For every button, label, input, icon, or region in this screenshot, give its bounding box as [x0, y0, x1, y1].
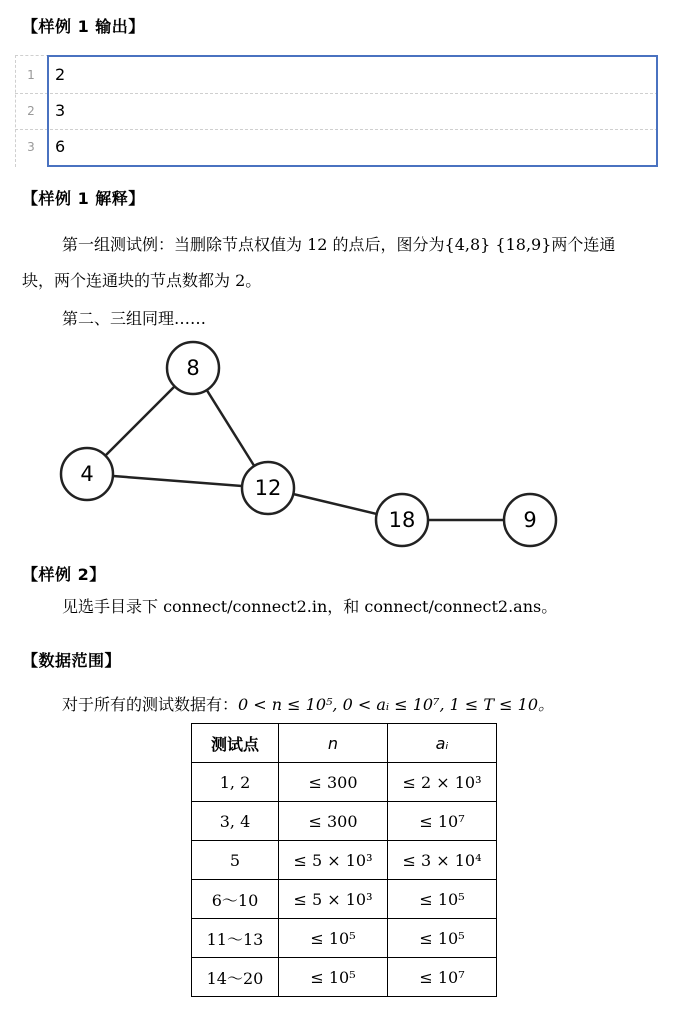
example-graph	[0, 335, 692, 555]
data-range-table	[191, 723, 497, 997]
table-cell: 14～20	[192, 958, 279, 997]
table-cell: ≤ 300	[279, 802, 388, 841]
table-cell: ≤ 300	[279, 763, 388, 802]
table-row	[192, 958, 497, 997]
table-cell: ≤ 10⁷	[388, 802, 497, 841]
sample1-output-code-block[interactable]	[15, 55, 658, 167]
graph-node-18	[376, 494, 428, 546]
sample2-text: 见选手目录下 connect/connect2.in，和 connect/connect2.ans。	[62, 597, 558, 616]
table-cell: ≤ 10⁵	[279, 919, 388, 958]
table-cell: ≤ 10⁵	[279, 958, 388, 997]
table-header-cell: n	[279, 724, 388, 763]
data-range-heading: 【数据范围】	[22, 651, 122, 670]
table-cell: ≤ 5 × 10³	[279, 880, 388, 919]
table-header-cell: aᵢ	[388, 724, 497, 763]
graph-node-label: 4	[80, 462, 94, 486]
graph-node-8	[167, 342, 219, 394]
graph-node-4	[61, 448, 113, 500]
table-cell: 1, 2	[192, 763, 279, 802]
table-cell: 11～13	[192, 919, 279, 958]
table-cell: ≤ 10⁵	[388, 880, 497, 919]
data-range-intro	[62, 690, 554, 720]
table-cell: ≤ 3 × 10⁴	[388, 841, 497, 880]
code-line-text: 3	[55, 101, 66, 120]
line-number: 2	[27, 104, 35, 118]
table-header-row	[192, 724, 497, 763]
table-row	[192, 880, 497, 919]
table-cell: 5	[192, 841, 279, 880]
graph-node-9	[504, 494, 556, 546]
line-number: 3	[27, 140, 35, 154]
table-cell: ≤ 5 × 10³	[279, 841, 388, 880]
table-cell: ≤ 10⁵	[388, 919, 497, 958]
explain-paragraph-line1: 第一组测试例：当删除节点权值为 12 的点后，图分为{4,8} {18,9}两个连通	[62, 235, 616, 254]
code-line-text: 6	[55, 137, 66, 156]
table-row	[192, 802, 497, 841]
code-line-text: 2	[55, 65, 66, 84]
code-block-border	[47, 55, 658, 167]
explain-paragraph-line2: 块，两个连通块的节点数都为 2。	[22, 271, 262, 290]
graph-node-label: 9	[523, 508, 537, 532]
sample1-explain-heading: 【样例 1 解释】	[22, 189, 145, 208]
line-number: 1	[27, 68, 35, 82]
data-range-intro-formula: 0 < n ≤ 10⁵, 0 < aᵢ ≤ 10⁷, 1 ≤ T ≤ 10。	[238, 695, 555, 714]
sample1-output-heading: 【样例 1 输出】	[22, 17, 145, 36]
graph-node-12	[242, 462, 294, 514]
table-row	[192, 919, 497, 958]
table-row	[192, 841, 497, 880]
graph-node-label: 18	[388, 508, 416, 532]
graph-node-label: 8	[186, 356, 200, 380]
sample2-heading: 【样例 2】	[22, 565, 106, 584]
table-row	[192, 763, 497, 802]
explain-paragraph-2: 第二、三组同理……	[62, 309, 207, 328]
gutter-top-border	[15, 55, 49, 56]
table-header-cell: 测试点	[192, 724, 279, 763]
table-cell: ≤ 10⁷	[388, 958, 497, 997]
table-cell: ≤ 2 × 10³	[388, 763, 497, 802]
graph-node-label: 12	[254, 476, 282, 500]
table-cell: 3, 4	[192, 802, 279, 841]
data-range-intro-prefix: 对于所有的测试数据有：	[62, 695, 239, 714]
table-cell: 6～10	[192, 880, 279, 919]
